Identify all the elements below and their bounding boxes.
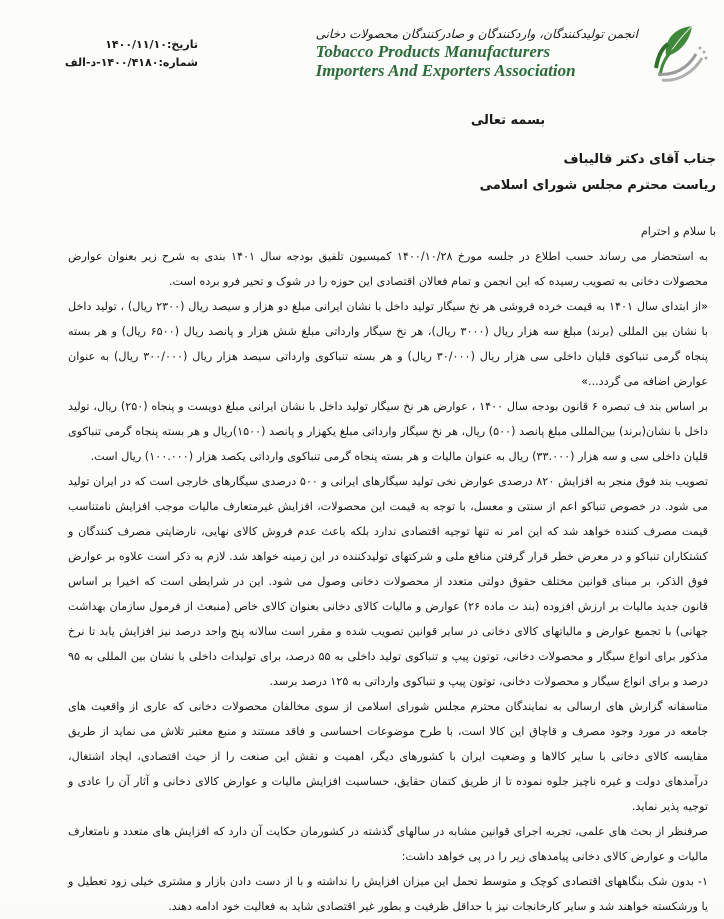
letter-body bbox=[68, 108, 716, 919]
consequence-list-item: ۱- بدون شک بنگاههای اقتصادی کوچک و متوسط تحمل این میزان افزایش را نداشته و با از دست دادن بازار و مشتری خیلی زود تعطیل و یا ورشکسته خواهند شد و سایر کارخانجات نیز با حداقل ظرفیت و بطور غیر اقتصادی شاید به فعالیت خود ادامه دهند. bbox=[68, 875, 708, 913]
leaf-logo-icon bbox=[644, 18, 714, 88]
org-name-en-line1: Tobacco Products Manufacturers bbox=[315, 42, 551, 61]
paragraph: صرفنظر از بحث های علمی، تجربه اجرای قوانین مشابه در سالهای گذشته در کشورمان حکایت آن دارد که افزایش های متعدد و نامتعارف مالیات و عوارض کالای دخانی پیامدهای زیر را در پی خواهد داشت: bbox=[68, 825, 708, 863]
letterhead-text bbox=[316, 26, 638, 80]
paragraph: تصویب بند فوق منجر به افزایش ۸۲۰ درصدی عوارض نخی تولید سیگارهای ایرانی و ۵۰۰ درصدی سیگارهای خارجی است که در ایران تولید می شود. در خصوص تنباکو اعم از سنتی و معسل، با توجه به قیمت این محصولات، افزایش غیرمتعارف مالیات موجب افزایش نامتناسب قیمت مصرف کننده خواهد شد که این امر نه تنها توجیه اقتصادی ندارد بلکه باعث عدم فروش کالای نهایی، نارضایتی مصرف کنندگان و کشتکاران تنباکو و در معرض خطر قرار گرفتن منافع ملی و شرکتهای تولیدکننده در این زمینه خواهد شد. لازم به ذکر است علاوه بر عوارض فوق الذکر، بر مبنای قوانین مختلف حقوق دولتی متعدد از محصولات دخانی وصول می شود. این در شرایطی است که اخیرا بر اساس قانون جدید مالیات بر ارزش افزوده (بند ت ماده ۲۶) عوارض و مالیات کالای دخانی بعنوان کالای خاص (منبعث از فرمول سازمان بهداشت جهانی) با تجمیع عوارض و مالیاتهای کالای دخانی در سایر قوانین تصویب شده و مقرر است سالانه پنج واحد درصد نیز افزایش یابد تا نرخ مذکور برای انواع سیگار و محصولات دخانی، توتون پیپ و تنباکوی تولید داخلی به ۵۵ درصد، برای تولیدات داخلی با نشان بین المللی به ۹۵ درصد و برای انواع سیگار و محصولات دخانی، توتون پیپ و تنباکوی وارداتی به ۱۲۵ درصد برسد. bbox=[68, 475, 709, 688]
invocation: بسمه تعالی bbox=[470, 113, 546, 128]
letter-date: تاریخ:۱۴۰۰/۱۱/۱۰ bbox=[105, 38, 198, 51]
quoted-clause: «از ابتدای سال ۱۴۰۱ به قیمت خرده فروشی هر نخ سیگار تولید داخل با نشان ایرانی مبلغ دو هزار و سیصد ریال (۲۳۰۰ ریال) ، تولید داخل با نشان بین المللی (برند) مبلغ سه هزار ریال (۳۰۰۰ ریال)، هر نخ سیگار وارداتی مبلغ شش هزار و پانصد ریال (۶۵۰۰ ریال) و هر بسته پنجاه گرمی تنباکوی قلیان داخلی سی هزار ریال (۳۰/۰۰۰ ریال) و هر بسته تنباکوی وارداتی سیصد هزار ریال (۳۰۰/۰۰۰ ریال) به عنوان عوارض اضافه می گردد...» bbox=[68, 300, 709, 388]
letter-number: شماره:۱۴۰۰/۴۱۸۰-د-الف bbox=[64, 56, 198, 69]
recipient-name: جناب آقای دکتر قالیباف bbox=[563, 152, 716, 167]
letterhead bbox=[316, 18, 714, 88]
paragraph: متاسفانه گزارش های ارسالی به نمایندگان محترم مجلس شورای اسلامی از سوی مخالفان محصولات دخانی که عاری از واقعیت های جامعه در مورد وجود مصرف و قاچاق این کالا است، با طرح موضوعات احساسی و فاقد مستند و منبع معتبر تلاش می نماید از طریق مقایسه کالای دخانی با سایر کالاها و وضعیت ایران با کشورهای دیگر، اهمیت و نقش این صنعت را از حیث اقتصادی، ایجاد اشتغال، درآمدهای دولت و غیره ناچیز جلوه نموده تا از طریق کتمان حقایق، حساسیت افزایش مالیات و عوارض کالای دخانی و آثار آن را عادی و توجیه پذیر نماید. bbox=[68, 700, 708, 813]
paragraph: به استحضار می رساند حسب اطلاع در جلسه مورخ ۱۴۰۰/۱۰/۲۸ کمیسیون تلفیق بودجه سال ۱۴۰۱ بندی به شرح زیر بعنوان عوارض محصولات دخانی به تصویب رسیده که این انجمن و تمام فعالان اقتصادی این حوزه را در شوک و تحیر فرو برده است. bbox=[68, 250, 708, 288]
recipient-title: ریاست محترم مجلس شورای اسلامی bbox=[479, 178, 716, 193]
letter-meta bbox=[64, 36, 198, 72]
greeting: با سلام و احترام bbox=[640, 225, 716, 238]
org-name-fa: انجمن تولیدکنندگان، واردکنندگان و صادرکنندگان محصولات دخانی bbox=[315, 27, 638, 41]
paragraph: بر اساس بند ف تبصره ۶ قانون بودجه سال ۱۴۰۰ ، عوارض هر نخ سیگار تولید داخل با نشان ایرانی مبلغ دویست و پنجاه (۲۵۰) ریال، تولید داخل با نشان(برند) بین‌المللی مبلغ پانصد (۵۰۰) ریال، هر نخ سیگار وارداتی مبلغ یکهزار و پانصد (۱۵۰۰)ریال و هر بسته پنجاه گرمی تنباکوی قلیان داخلی سی و سه هزار (۳۳.۰۰۰) ریال به عنوان مالیات و هر بسته پنجاه گرمی تنباکوی وارداتی یکصد هزار (۱۰۰.۰۰۰) ریال است. bbox=[68, 400, 708, 463]
org-name-en-line2: Importers And Exporters Association bbox=[315, 61, 576, 80]
